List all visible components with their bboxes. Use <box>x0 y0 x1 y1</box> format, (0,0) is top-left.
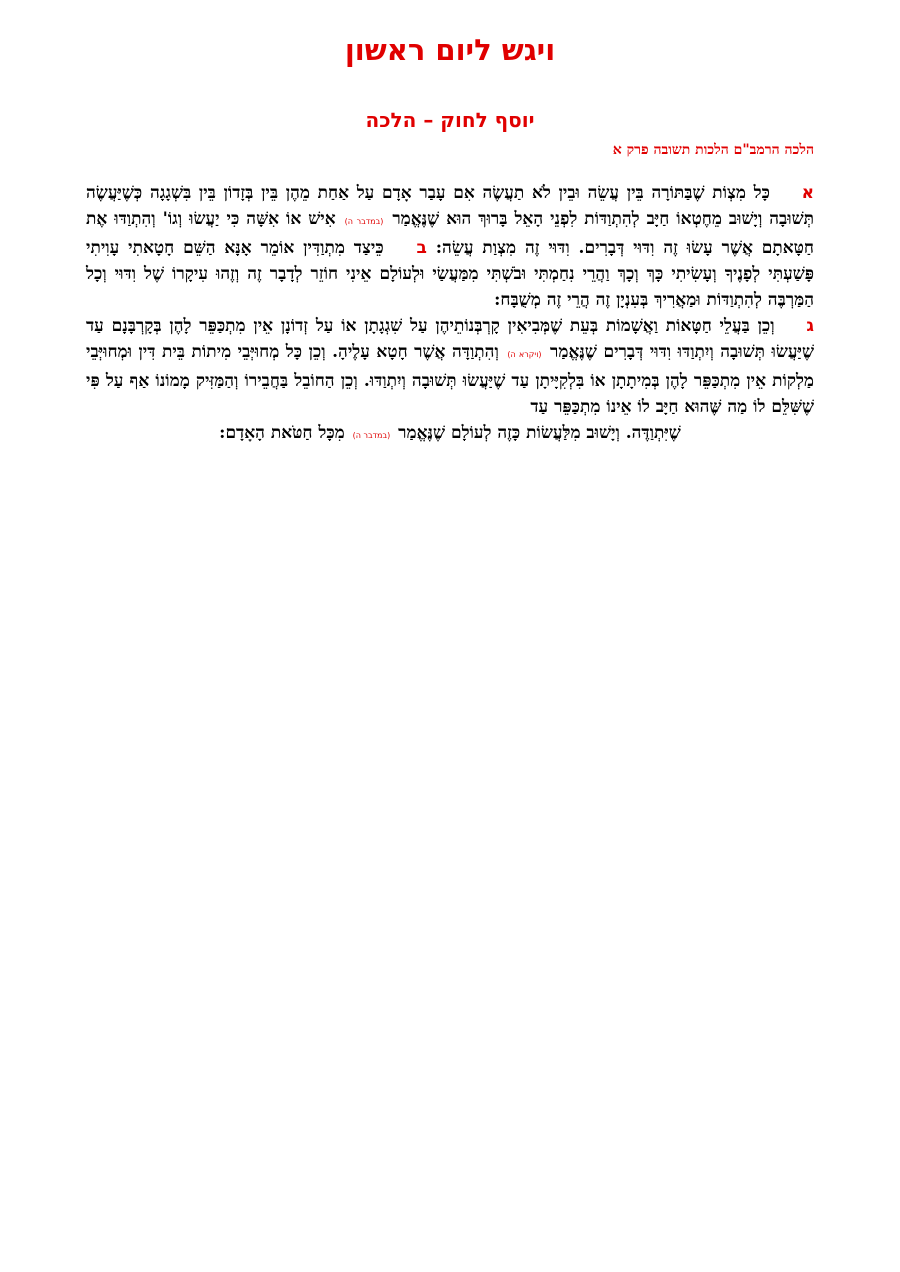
halacha-3-text-part-4: מִכָּל חַטֹּאת הָאָדָם: <box>219 423 345 443</box>
verse-reference: (ויקרא ה) <box>507 350 542 359</box>
halacha-3-text-part-3: שֶׁיִּתְוַדֶּה. וְיָשׁוּב מִלַּעֲשׂוֹת כָּזֶה לְעוֹלָם שֶׁנֶּאֱמַר <box>398 423 681 443</box>
verse-reference: (במדבר ה) <box>344 217 384 226</box>
section-subtitle: יוסף לחוק – הלכה <box>365 108 535 132</box>
halacha-3-text-part-1: וְכֵן בַּעֲלֵי חַטָּאוֹת וַאֲשָׁמוֹת בְּעֵת שֶׁמְּבִיאִין קָרְבְּנוֹתֵיהֶן עַל שִׁגְגָתָן אוֹ עַל זְדוֹנָן אֵין מִתְכַּפֵּר לָהֶן בְּקָרְבָּנָם עַד שֶׁיַּעֲשׂוּ תְּשׁוּבָה וְיִתְוַדּוּ וִדּוּי דְּבָרִים שֶׁנֶּאֱמַר <box>86 316 815 362</box>
source-citation: הלכה הרמב"ם הלכות תשובה פרק א <box>612 142 814 158</box>
halacha-3-text-part-2: וְהִתְוַדָּה אֲשֶׁר חָטָא עָלֶיהָ. וְכֵן כָּל מְחוּיְּבֵי מִיתוֹת בֵּית דִּין וּמְחוּיְּבֵי מַלְקוֹת אֵין מִתְכַּפֵּר לָהֶן בְּמִיתָתָן אוֹ בִּלְקִיָּיתָן עַד שֶׁיַּעֲשׂוּ תְּשׁוּבָה וְיִתְוַדּוּ. וְכֵן הַחוֹבֵל בַּחֲבֵירוֹ וְהַמַּזִּיק מָמוֹנוֹ אַף עַל פִּי שֶׁשִּׁלֵּם לוֹ מַה שֶּׁהוּא חַיָּב לוֹ אֵינוֹ מִתְכַּפֵּר עַד <box>86 342 814 417</box>
halacha-number-3: ג <box>806 316 814 336</box>
halacha-3-closing-line <box>86 420 814 449</box>
halacha-number-1: א <box>801 183 815 203</box>
halacha-1-text-part-1: כָּל מִצְוֹת שֶׁבַּתּוֹרָה בֵּין עֲשֵׂה וּבֵין לֹא תַעֲשֶׂה אִם עָבַר אָדָם עַל אַחַת מֵהֶן בֵּין בְּזָדוֹן בֵּין בִּשְׁגָגָה כְּשֶׁיַּעֲשֶׂה תְּשׁוּבָה וְיָשׁוּב מֵחֶטְאוֹ חַיָּב לְהִתְוַדּוֹת לִפְנֵי הָאֵל בָּרוּךְ הוּא שֶׁנֶּאֱמַר <box>86 183 815 229</box>
halacha-1-text-part-2: אִישׁ אוֹ אִשָּׁה כִּי יַעֲשׂוּ וְגוֹ' וְהִתְוַדּוּ אֶת חַטָּאתָם אֲשֶׁר עָשׂוּ זֶה וִדּוּי דְּבָרִים. וִדּוּי זֶה מִצְוַת עֲשֵׂה: <box>86 209 814 258</box>
page-title: ויגש ליום ראשון <box>344 33 556 67</box>
verse-reference: (במדבר ה) <box>352 431 391 440</box>
halacha-body <box>86 180 814 449</box>
halacha-number-2: ב <box>416 238 427 258</box>
halacha-2-text: כֵּיצַד מִתְוַדִּין אוֹמֵר אָנָּא הַשֵּׁם חָטָאתִי עָוִיתִי פָּשַׁעְתִּי לְפָנֶיךָ וְעָשִׂיתִי כָּךְ וְכָךְ וַהֲרֵי נִחַמְתִּי וּבֹשְׁתִּי מִמַּעֲשַׂי וּלְעוֹלָם אֵינִי חוֹזֵר לְדָבָר זֶה וְזֶהוּ עִיקָרוֹ שֶׁל וִדּוּי וְכָל הַמַּרְבֶּה לְהִתְוַדּוֹת וּמַאֲרִיךְ בְּעִנְיָן זֶה הֲרֵי זֶה מְשֻׁבָּח: <box>86 238 814 310</box>
